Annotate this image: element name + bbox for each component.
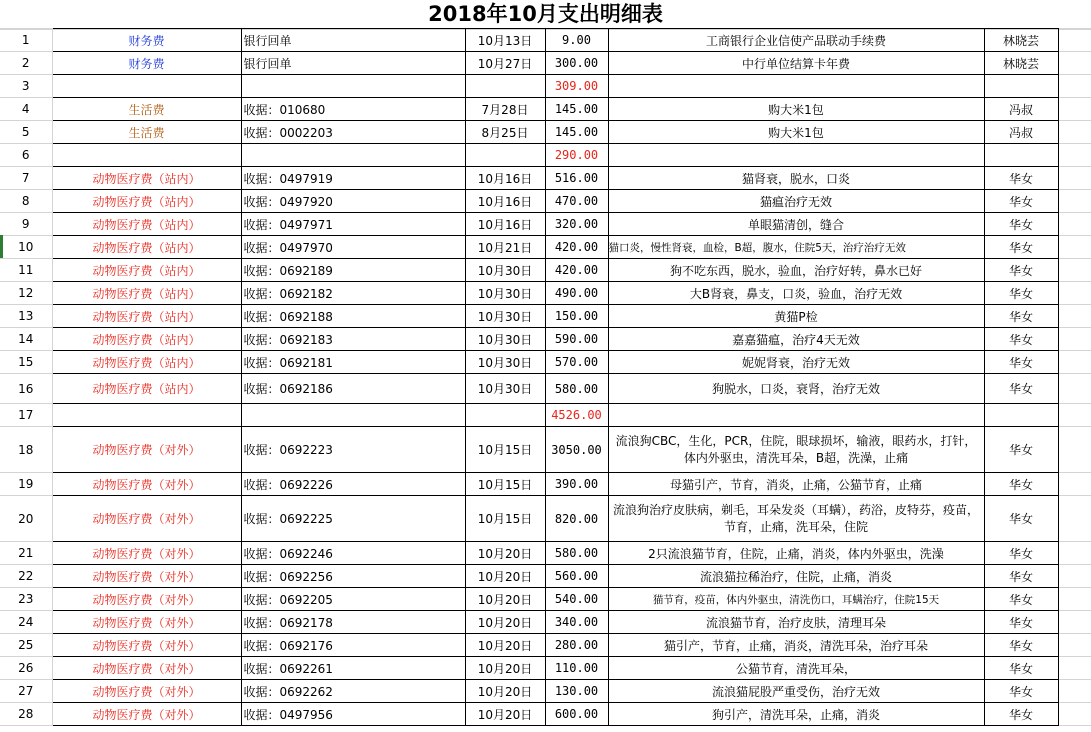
empty-cell[interactable]: [1058, 328, 1091, 351]
empty-cell[interactable]: [1058, 703, 1091, 726]
handler-cell[interactable]: 华女: [984, 565, 1058, 588]
handler-cell[interactable]: 华女: [984, 657, 1058, 680]
row-number[interactable]: 28: [0, 703, 52, 726]
category-cell[interactable]: 动物医疗费（对外）: [52, 473, 241, 496]
category-cell[interactable]: 动物医疗费（站内）: [52, 374, 241, 404]
receipt-cell[interactable]: 收据：0692223: [241, 427, 465, 473]
receipt-cell[interactable]: 收据：0692178: [241, 611, 465, 634]
table-row: [0, 167, 1091, 190]
table-row: [0, 98, 1091, 121]
empty-cell[interactable]: [1058, 305, 1091, 328]
row-number[interactable]: 12: [0, 282, 52, 305]
amount-cell[interactable]: 145.00: [545, 98, 608, 121]
row-number[interactable]: 16: [0, 374, 52, 404]
amount-cell[interactable]: 470.00: [545, 190, 608, 213]
date-cell[interactable]: 10月20日: [465, 611, 545, 634]
date-cell[interactable]: 10月27日: [465, 52, 545, 75]
table-row: [0, 351, 1091, 374]
date-cell[interactable]: 10月30日: [465, 282, 545, 305]
empty-cell[interactable]: [1058, 473, 1091, 496]
category-cell[interactable]: 动物医疗费（站内）: [52, 213, 241, 236]
empty-cell[interactable]: [52, 75, 241, 98]
amount-cell[interactable]: 560.00: [545, 565, 608, 588]
empty-cell[interactable]: [465, 75, 545, 98]
date-cell[interactable]: 10月15日: [465, 496, 545, 542]
handler-cell[interactable]: 华女: [984, 680, 1058, 703]
empty-cell[interactable]: [241, 404, 465, 427]
row-number[interactable]: 13: [0, 305, 52, 328]
empty-cell[interactable]: [608, 144, 984, 167]
table-row: [0, 611, 1091, 634]
row-number[interactable]: 20: [0, 496, 52, 542]
row-number[interactable]: 11: [0, 259, 52, 282]
handler-cell[interactable]: 华女: [984, 305, 1058, 328]
date-cell[interactable]: 10月20日: [465, 680, 545, 703]
description-cell[interactable]: 妮妮肾衰，治疗无效: [608, 351, 984, 374]
row-number[interactable]: 14: [0, 328, 52, 351]
handler-cell[interactable]: 冯叔: [984, 121, 1058, 144]
description-cell[interactable]: 中行单位结算卡年费: [608, 52, 984, 75]
handler-cell[interactable]: 华女: [984, 542, 1058, 565]
amount-cell[interactable]: 9.00: [545, 29, 608, 52]
category-cell[interactable]: 财务费: [52, 52, 241, 75]
table-row: [0, 121, 1091, 144]
receipt-cell[interactable]: 收据：010680: [241, 98, 465, 121]
empty-cell[interactable]: [984, 75, 1058, 98]
empty-cell[interactable]: [52, 404, 241, 427]
table-row: [0, 328, 1091, 351]
description-cell[interactable]: 狗脱水，口炎，衰肾，治疗无效: [608, 374, 984, 404]
description-cell[interactable]: 猫引产，节育，止痛，消炎，清洗耳朵，治疗耳朵: [608, 634, 984, 657]
date-cell[interactable]: 10月20日: [465, 634, 545, 657]
handler-cell[interactable]: 华女: [984, 328, 1058, 351]
table-row: [0, 496, 1091, 542]
description-cell[interactable]: 狗不吃东西，脱水，验血，治疗好转，鼻水已好: [608, 259, 984, 282]
date-cell[interactable]: 10月15日: [465, 427, 545, 473]
receipt-cell[interactable]: 银行回单: [241, 29, 465, 52]
amount-cell[interactable]: 420.00: [545, 259, 608, 282]
description-cell[interactable]: 大B肾衰，鼻支，口炎，验血，治疗无效: [608, 282, 984, 305]
active-row-indicator: [0, 235, 3, 258]
receipt-cell[interactable]: 收据：0002203: [241, 121, 465, 144]
description-cell[interactable]: 购大米1包: [608, 121, 984, 144]
description-cell[interactable]: 流浪狗治疗皮肤病，剃毛，耳朵发炎（耳螨），药浴，皮特芬，疫苗，节育，止痛，洗耳朵，住院: [608, 496, 984, 542]
table-row: [0, 374, 1091, 404]
amount-cell[interactable]: 490.00: [545, 282, 608, 305]
date-cell[interactable]: 10月15日: [465, 473, 545, 496]
empty-cell[interactable]: [1058, 611, 1091, 634]
row-number[interactable]: 26: [0, 657, 52, 680]
description-cell[interactable]: 购大米1包: [608, 98, 984, 121]
receipt-cell[interactable]: 收据：0692256: [241, 565, 465, 588]
handler-cell[interactable]: 冯叔: [984, 98, 1058, 121]
receipt-cell[interactable]: 收据：0497970: [241, 236, 465, 259]
amount-cell[interactable]: 420.00: [545, 236, 608, 259]
category-cell[interactable]: 动物医疗费（站内）: [52, 236, 241, 259]
empty-cell[interactable]: [1058, 75, 1091, 98]
receipt-cell[interactable]: 收据：0692183: [241, 328, 465, 351]
amount-cell[interactable]: 145.00: [545, 121, 608, 144]
empty-cell[interactable]: [608, 75, 984, 98]
description-cell[interactable]: 猫口炎，慢性肾衰，血检，B超，腹水，住院5天，治疗治疗无效: [608, 236, 984, 259]
row-number[interactable]: 17: [0, 404, 52, 427]
date-cell[interactable]: 10月20日: [465, 588, 545, 611]
handler-cell[interactable]: 华女: [984, 496, 1058, 542]
description-cell[interactable]: 母猫引产，节育，消炎，止痛，公猫节育，止痛: [608, 473, 984, 496]
row-number[interactable]: 10: [0, 236, 52, 259]
empty-cell[interactable]: [1058, 236, 1091, 259]
empty-cell[interactable]: [1058, 657, 1091, 680]
empty-cell[interactable]: [241, 144, 465, 167]
row-number[interactable]: 18: [0, 427, 52, 473]
category-cell[interactable]: 动物医疗费（站内）: [52, 351, 241, 374]
category-cell[interactable]: 生活费: [52, 121, 241, 144]
row-number[interactable]: 6: [0, 144, 52, 167]
category-cell[interactable]: 动物医疗费（对外）: [52, 542, 241, 565]
handler-cell[interactable]: 华女: [984, 611, 1058, 634]
date-cell[interactable]: 10月30日: [465, 328, 545, 351]
category-cell[interactable]: 动物医疗费（对外）: [52, 496, 241, 542]
description-cell[interactable]: 狗引产，清洗耳朵，止痛，消炎: [608, 703, 984, 726]
receipt-cell[interactable]: 收据：0497920: [241, 190, 465, 213]
category-cell[interactable]: 动物医疗费（对外）: [52, 565, 241, 588]
row-number[interactable]: 8: [0, 190, 52, 213]
empty-cell[interactable]: [1058, 542, 1091, 565]
table-row: [0, 404, 1091, 427]
date-cell[interactable]: 10月30日: [465, 305, 545, 328]
subtotal-cell[interactable]: 4526.00: [545, 404, 608, 427]
table-row: [0, 305, 1091, 328]
description-cell[interactable]: 单眼猫清创，缝合: [608, 213, 984, 236]
category-cell[interactable]: 动物医疗费（对外）: [52, 634, 241, 657]
row-number[interactable]: 21: [0, 542, 52, 565]
date-cell[interactable]: 8月25日: [465, 121, 545, 144]
row-number[interactable]: 2: [0, 52, 52, 75]
description-cell[interactable]: 猫节育，疫苗，体内外驱虫，清洗伤口，耳螨治疗，住院15天: [608, 588, 984, 611]
table-body: [0, 29, 1091, 726]
date-cell[interactable]: 10月30日: [465, 259, 545, 282]
date-cell[interactable]: 10月20日: [465, 565, 545, 588]
empty-cell[interactable]: [1058, 565, 1091, 588]
receipt-cell[interactable]: 收据：0497971: [241, 213, 465, 236]
handler-cell[interactable]: 华女: [984, 473, 1058, 496]
category-cell[interactable]: 动物医疗费（站内）: [52, 282, 241, 305]
date-cell[interactable]: 10月21日: [465, 236, 545, 259]
empty-cell[interactable]: [1058, 52, 1091, 75]
category-cell[interactable]: 动物医疗费（对外）: [52, 588, 241, 611]
receipt-cell[interactable]: 收据：0692262: [241, 680, 465, 703]
table-row: [0, 427, 1091, 473]
receipt-cell[interactable]: 收据：0692225: [241, 496, 465, 542]
receipt-cell[interactable]: 收据：0692176: [241, 634, 465, 657]
description-cell[interactable]: 嘉嘉猫瘟，治疗4天无效: [608, 328, 984, 351]
empty-cell[interactable]: [1058, 680, 1091, 703]
empty-cell[interactable]: [1058, 167, 1091, 190]
description-cell[interactable]: 工商银行企业信使产品联动手续费: [608, 29, 984, 52]
receipt-cell[interactable]: 收据：0692188: [241, 305, 465, 328]
table-row: [0, 190, 1091, 213]
table-row: [0, 657, 1091, 680]
receipt-cell[interactable]: 收据：0497956: [241, 703, 465, 726]
empty-cell[interactable]: [1058, 29, 1091, 52]
empty-cell[interactable]: [1058, 427, 1091, 473]
date-cell[interactable]: 10月13日: [465, 29, 545, 52]
receipt-cell[interactable]: 收据：0692186: [241, 374, 465, 404]
empty-cell[interactable]: [1058, 98, 1091, 121]
table-row: [0, 259, 1091, 282]
table-row: [0, 75, 1091, 98]
description-cell[interactable]: 猫瘟治疗无效: [608, 190, 984, 213]
amount-cell[interactable]: 300.00: [545, 52, 608, 75]
description-cell[interactable]: 流浪狗CBC，生化，PCR，住院，眼球损坏，输液，眼药水，打针，体内外驱虫，清洗耳朵，B超，洗澡，止痛: [608, 427, 984, 473]
amount-cell[interactable]: 280.00: [545, 634, 608, 657]
empty-cell[interactable]: [241, 75, 465, 98]
date-cell[interactable]: 10月30日: [465, 374, 545, 404]
category-cell[interactable]: 动物医疗费（对外）: [52, 703, 241, 726]
table-row: [0, 680, 1091, 703]
category-cell[interactable]: 动物医疗费（站内）: [52, 190, 241, 213]
handler-cell[interactable]: 华女: [984, 374, 1058, 404]
table-row: [0, 588, 1091, 611]
amount-cell[interactable]: 320.00: [545, 213, 608, 236]
handler-cell[interactable]: 华女: [984, 588, 1058, 611]
row-number[interactable]: 15: [0, 351, 52, 374]
description-cell[interactable]: 猫肾衰，脱水，口炎: [608, 167, 984, 190]
date-cell[interactable]: 10月16日: [465, 213, 545, 236]
amount-cell[interactable]: 590.00: [545, 328, 608, 351]
description-cell[interactable]: 公猫节育，清洗耳朵，: [608, 657, 984, 680]
amount-cell[interactable]: 570.00: [545, 351, 608, 374]
empty-cell[interactable]: [1058, 213, 1091, 236]
amount-cell[interactable]: 110.00: [545, 657, 608, 680]
date-cell[interactable]: 10月20日: [465, 703, 545, 726]
handler-cell[interactable]: 林晓芸: [984, 29, 1058, 52]
empty-cell[interactable]: [1058, 351, 1091, 374]
table-row: [0, 52, 1091, 75]
row-number[interactable]: 19: [0, 473, 52, 496]
receipt-cell[interactable]: 收据：0692182: [241, 282, 465, 305]
empty-cell[interactable]: [1058, 282, 1091, 305]
handler-cell[interactable]: 林晓芸: [984, 52, 1058, 75]
amount-cell[interactable]: 580.00: [545, 374, 608, 404]
row-number[interactable]: 27: [0, 680, 52, 703]
handler-cell[interactable]: 华女: [984, 427, 1058, 473]
receipt-cell[interactable]: 收据：0497919: [241, 167, 465, 190]
date-cell[interactable]: 10月20日: [465, 657, 545, 680]
row-number[interactable]: 3: [0, 75, 52, 98]
empty-cell[interactable]: [1058, 404, 1091, 427]
description-cell[interactable]: 黄猫P检: [608, 305, 984, 328]
category-cell[interactable]: 动物医疗费（站内）: [52, 305, 241, 328]
row-number[interactable]: 23: [0, 588, 52, 611]
receipt-cell[interactable]: 收据：0692181: [241, 351, 465, 374]
handler-cell[interactable]: 华女: [984, 703, 1058, 726]
empty-cell[interactable]: [1058, 374, 1091, 404]
table-row: [0, 29, 1091, 52]
amount-cell[interactable]: 580.00: [545, 542, 608, 565]
date-cell[interactable]: 7月28日: [465, 98, 545, 121]
description-cell[interactable]: 流浪猫拉稀治疗，住院，止痛，消炎: [608, 565, 984, 588]
handler-cell[interactable]: 华女: [984, 167, 1058, 190]
category-cell[interactable]: 财务费: [52, 29, 241, 52]
category-cell[interactable]: 动物医疗费（对外）: [52, 680, 241, 703]
handler-cell[interactable]: 华女: [984, 236, 1058, 259]
category-cell[interactable]: 动物医疗费（站内）: [52, 328, 241, 351]
handler-cell[interactable]: 华女: [984, 259, 1058, 282]
empty-cell[interactable]: [984, 404, 1058, 427]
date-cell[interactable]: 10月30日: [465, 351, 545, 374]
empty-cell[interactable]: [465, 144, 545, 167]
empty-cell[interactable]: [984, 144, 1058, 167]
handler-cell[interactable]: 华女: [984, 190, 1058, 213]
empty-cell[interactable]: [608, 404, 984, 427]
category-cell[interactable]: 生活费: [52, 98, 241, 121]
receipt-cell[interactable]: 收据：0692246: [241, 542, 465, 565]
handler-cell[interactable]: 华女: [984, 351, 1058, 374]
table-row: [0, 144, 1091, 167]
empty-cell[interactable]: [1058, 121, 1091, 144]
handler-cell[interactable]: 华女: [984, 282, 1058, 305]
amount-cell[interactable]: 150.00: [545, 305, 608, 328]
category-cell[interactable]: 动物医疗费（对外）: [52, 611, 241, 634]
empty-cell[interactable]: [1058, 190, 1091, 213]
row-number[interactable]: 24: [0, 611, 52, 634]
row-number[interactable]: 22: [0, 565, 52, 588]
receipt-cell[interactable]: 收据：0692205: [241, 588, 465, 611]
date-cell[interactable]: 10月16日: [465, 167, 545, 190]
empty-cell[interactable]: [52, 144, 241, 167]
amount-cell[interactable]: 600.00: [545, 703, 608, 726]
amount-cell[interactable]: 130.00: [545, 680, 608, 703]
table-row: [0, 473, 1091, 496]
amount-cell[interactable]: 516.00: [545, 167, 608, 190]
category-cell[interactable]: 动物医疗费（对外）: [52, 657, 241, 680]
row-number[interactable]: 9: [0, 213, 52, 236]
row-number[interactable]: 1: [0, 29, 52, 52]
subtotal-cell[interactable]: 309.00: [545, 75, 608, 98]
table-row: [0, 282, 1091, 305]
date-cell[interactable]: 10月20日: [465, 542, 545, 565]
receipt-cell[interactable]: 银行回单: [241, 52, 465, 75]
empty-cell[interactable]: [465, 404, 545, 427]
sheet-title: 2018年10月支出明细表: [428, 2, 663, 26]
amount-cell[interactable]: 3050.00: [545, 427, 608, 473]
date-cell[interactable]: 10月16日: [465, 190, 545, 213]
expense-table: [0, 28, 1091, 726]
empty-cell[interactable]: [1058, 144, 1091, 167]
table-row: [0, 634, 1091, 657]
table-row: [0, 565, 1091, 588]
category-cell[interactable]: 动物医疗费（站内）: [52, 259, 241, 282]
row-number[interactable]: 5: [0, 121, 52, 144]
category-cell[interactable]: 动物医疗费（站内）: [52, 167, 241, 190]
receipt-cell[interactable]: 收据：0692226: [241, 473, 465, 496]
receipt-cell[interactable]: 收据：0692189: [241, 259, 465, 282]
table-row: [0, 542, 1091, 565]
empty-cell[interactable]: [1058, 496, 1091, 542]
title-row: [0, 0, 1091, 30]
table-row: [0, 703, 1091, 726]
handler-cell[interactable]: 华女: [984, 634, 1058, 657]
amount-cell[interactable]: 540.00: [545, 588, 608, 611]
description-cell[interactable]: 2只流浪猫节育，住院，止痛，消炎，体内外驱虫，洗澡: [608, 542, 984, 565]
row-number[interactable]: 4: [0, 98, 52, 121]
amount-cell[interactable]: 820.00: [545, 496, 608, 542]
table-row: [0, 236, 1091, 259]
description-cell[interactable]: 流浪猫屁股严重受伤，治疗无效: [608, 680, 984, 703]
empty-cell[interactable]: [1058, 259, 1091, 282]
amount-cell[interactable]: 390.00: [545, 473, 608, 496]
subtotal-cell[interactable]: 290.00: [545, 144, 608, 167]
empty-cell[interactable]: [1058, 588, 1091, 611]
row-number[interactable]: 25: [0, 634, 52, 657]
table-row: [0, 213, 1091, 236]
category-cell[interactable]: 动物医疗费（对外）: [52, 427, 241, 473]
row-number[interactable]: 7: [0, 167, 52, 190]
empty-cell[interactable]: [1058, 634, 1091, 657]
handler-cell[interactable]: 华女: [984, 213, 1058, 236]
amount-cell[interactable]: 340.00: [545, 611, 608, 634]
description-cell[interactable]: 流浪猫节育，治疗皮肤，清理耳朵: [608, 611, 984, 634]
receipt-cell[interactable]: 收据：0692261: [241, 657, 465, 680]
